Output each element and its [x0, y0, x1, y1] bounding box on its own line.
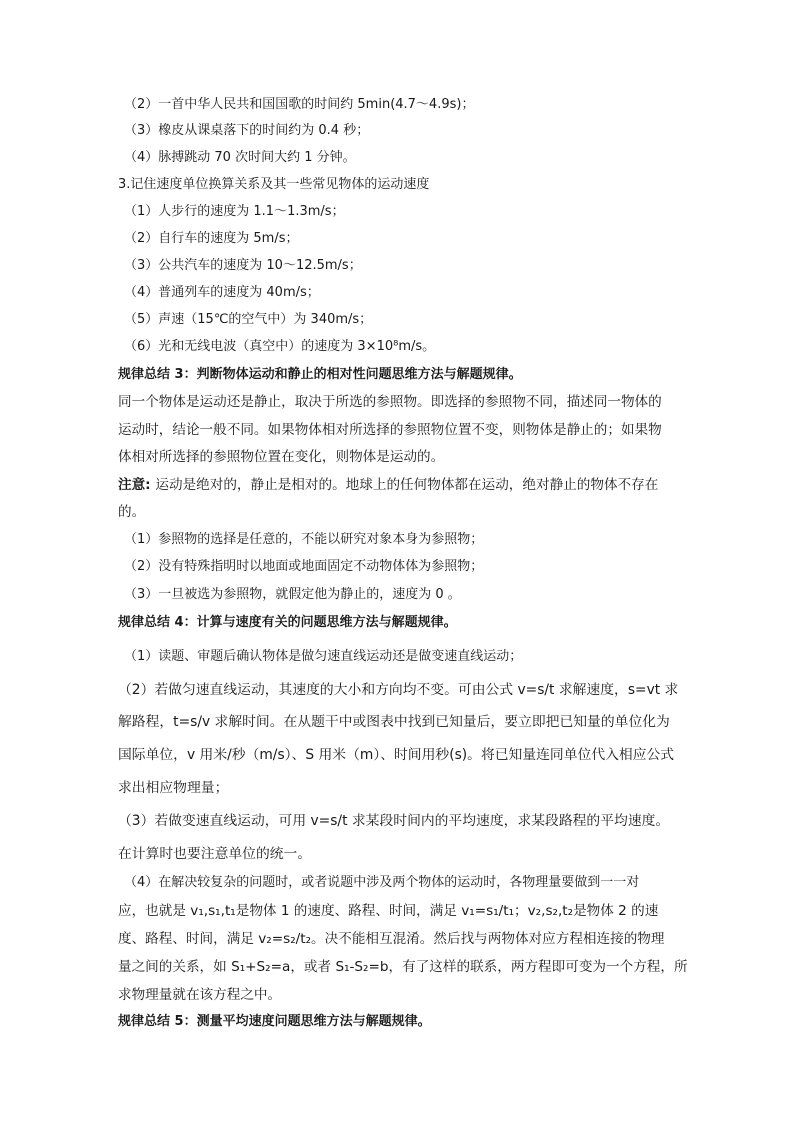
text-line: （3）若做变速直线运动，可用 v=s/t 求某段时间内的平均速度，求某段路程的平均速度。 [118, 813, 670, 829]
text-line: 求出相应物理量； [118, 780, 229, 796]
text-line: 解路程，t=s/v 求解时间。在从题干中或图表中找到已知量后，要立即把已知量的单位化为 [118, 714, 670, 730]
text-line: （3）公共汽车的速度为 10～12.5m/s； [124, 258, 362, 273]
text-line: （3）一旦被选为参照物，就假定他为静止的，速度为 0 。 [124, 587, 461, 602]
text-line: （1）读题、审题后确认物体是做匀速直线运动还是做变速直线运动； [124, 649, 523, 664]
text-line: 国际单位，v 用米/秒（m/s）、S 用米（m）、时间用秒(s)。将已知量连同单位代入相应公式 [118, 747, 675, 763]
text-line: 体相对所选择的参照物位置在变化，则物体是运动的。 [118, 449, 445, 465]
text-line: 在计算时也要注意单位的统一。 [118, 846, 312, 862]
rule-heading-3: 规律总结 3：判断物体运动和静止的相对性问题思维方法与解题规律。 [118, 367, 522, 382]
rule-heading-5: 规律总结 5：测量平均速度问题思维方法与解题规律。 [118, 1014, 431, 1029]
rule-heading-4: 规律总结 4：计算与速度有关的问题思维方法与解题规律。 [118, 615, 457, 630]
text-line: 度、路程、时间，满足 v₂=s₂/t₂。决不能相互混淆。然后找与两物体对应方程相连接的物理 [118, 931, 665, 947]
text-line: （3）橡皮从课桌落下的时间约为 0.4 秒； [124, 123, 370, 138]
text-line: 量之间的关系，如 S₁+S₂=a，或者 S₁-S₂=b，有了这样的联系，两方程即可变为一个方程，所 [118, 959, 688, 975]
text-line: （6）光和无线电波（真空中）的速度为 3×10⁸m/s。 [124, 339, 436, 354]
note-line [118, 476, 658, 494]
note-text: 运动是绝对的，静止是相对的。地球上的任何物体都在运动，绝对静止的物体不存在 [155, 477, 659, 493]
text-line: （2）没有特殊指明时以地面或地面固定不动物体体为参照物； [124, 559, 484, 574]
text-line: （4）在解决较复杂的问题时，或者说题中涉及两个物体的运动时，各物理量要做到一一对 [124, 875, 640, 890]
text-line: （1）参照物的选择是任意的，不能以研究对象本身为参照物； [124, 532, 484, 547]
text-line: 应，也就是 v₁,s₁,t₁是物体 1 的速度、路程、时间，满足 v₁=s₁/t₁；v₂,s₂,t₂是物体 2 的速 [118, 903, 659, 919]
text-line: 运动时，结论一般不同。如果物体相对所选择的参照物位置不变，则物体是静止的；如果物 [118, 422, 662, 438]
text-line: 的。 [118, 504, 146, 520]
text-line: （4）脉搏跳动 70 次时间大约 1 分钟。 [124, 150, 356, 165]
text-line: 同一个物体是运动还是静止，取决于所选的参照物。即选择的参照物不同，描述同一物体的 [118, 394, 662, 410]
text-line: （2）自行车的速度为 5m/s； [124, 231, 299, 246]
section-heading: 3.记住速度单位换算关系及其一些常见物体的运动速度 [118, 177, 430, 192]
text-line: （1）人步行的速度为 1.1～1.3m/s； [124, 204, 345, 219]
text-line: （5）声速（15℃的空气中）为 340m/s； [124, 312, 373, 327]
note-label: 注意: [118, 477, 156, 493]
text-line: 求物理量就在该方程之中。 [118, 987, 282, 1003]
text-line: （4）普通列车的速度为 40m/s； [124, 285, 320, 300]
text-line: （2）一首中华人民共和国国歌的时间约 5min(4.7～4.9s)； [124, 97, 475, 112]
text-line: （2）若做匀速直线运动，其速度的大小和方向均不变。可由公式 v=s/t 求解速度，s=vt 求 [118, 682, 679, 698]
